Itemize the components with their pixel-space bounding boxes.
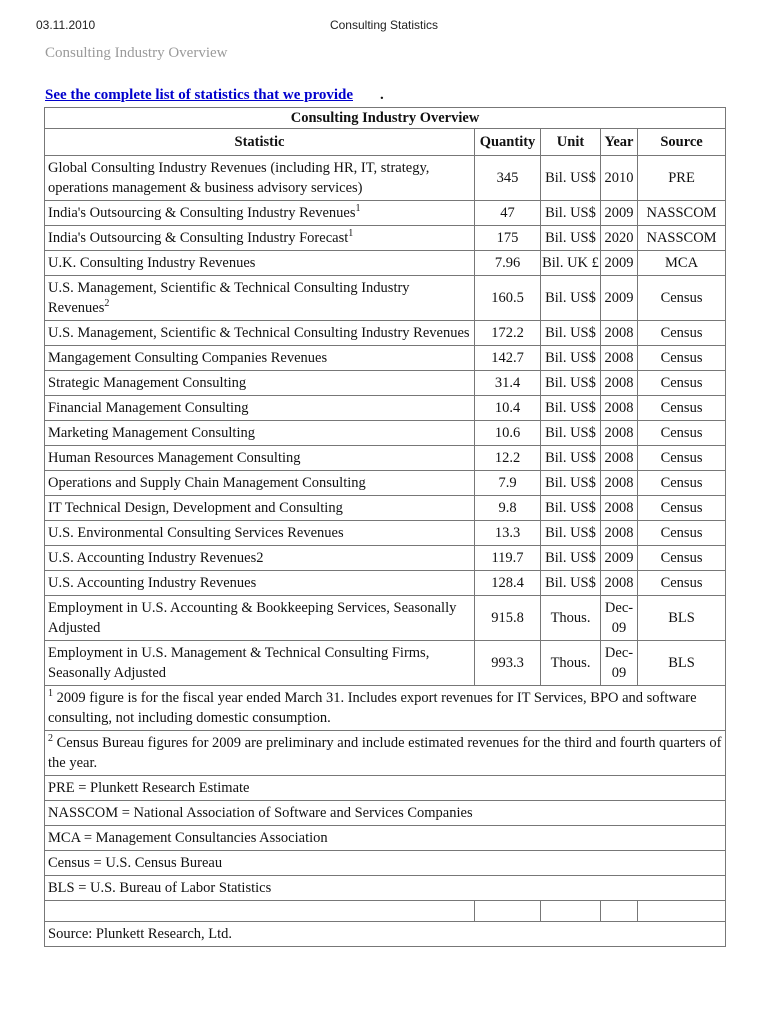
table-row — [45, 321, 726, 346]
footnote-text: NASSCOM = National Association of Software and Services Companies — [48, 805, 473, 821]
cell-source: NASSCOM — [638, 226, 726, 251]
table-row — [45, 251, 726, 276]
cell-year: 2008 — [601, 346, 638, 371]
footnote-marker: 1 — [348, 228, 354, 240]
link-period: . — [380, 87, 384, 103]
cell-source: Census — [638, 546, 726, 571]
cell-quantity: 10.4 — [475, 396, 541, 421]
footnote-text: MCA = Management Consultancies Association — [48, 830, 328, 846]
statistics-list-link[interactable]: See the complete list of statistics that we provide — [45, 87, 353, 103]
cell-year: 2020 — [601, 226, 638, 251]
cell-quantity: 119.7 — [475, 546, 541, 571]
footnote-cell — [45, 826, 726, 851]
cell-quantity: 345 — [475, 156, 541, 201]
cell-source: BLS — [638, 596, 726, 641]
cell-source: Census — [638, 276, 726, 321]
cell-quantity: 993.3 — [475, 641, 541, 686]
cell-unit: Bil. US$ — [541, 156, 601, 201]
footnote-row — [45, 686, 726, 731]
cell-quantity: 13.3 — [475, 521, 541, 546]
cell-unit: Thous. — [541, 596, 601, 641]
cell-unit: Bil. US$ — [541, 546, 601, 571]
cell-statistic — [45, 571, 475, 596]
cell-statistic — [45, 521, 475, 546]
page-subtitle: Consulting Industry Overview — [45, 45, 228, 61]
column-header-source: Source — [638, 129, 726, 156]
table-row — [45, 521, 726, 546]
cell-source: Census — [638, 421, 726, 446]
cell-source: Census — [638, 571, 726, 596]
column-header-unit: Unit — [541, 129, 601, 156]
source-cell: Source: Plunkett Research, Ltd. — [45, 922, 726, 947]
table-row — [45, 346, 726, 371]
footnote-row — [45, 801, 726, 826]
cell-statistic — [45, 251, 475, 276]
cell-source: Census — [638, 321, 726, 346]
cell-quantity: 128.4 — [475, 571, 541, 596]
cell-source: Census — [638, 396, 726, 421]
cell-year: Dec-09 — [601, 596, 638, 641]
footnote-text: Census Bureau figures for 2009 are preliminary and include estimated revenues for the third and fourth quarters of the year. — [48, 735, 722, 771]
footnote-row — [45, 876, 726, 901]
cell-unit: Bil. US$ — [541, 276, 601, 321]
cell-unit: Bil. US$ — [541, 496, 601, 521]
statistic-text: U.S. Accounting Industry Revenues — [48, 575, 257, 591]
cell-quantity: 7.9 — [475, 471, 541, 496]
footnote-number: 1 — [48, 688, 53, 700]
table-row — [45, 496, 726, 521]
cell-source: Census — [638, 371, 726, 396]
cell-quantity: 175 — [475, 226, 541, 251]
cell-statistic — [45, 321, 475, 346]
cell-unit: Thous. — [541, 641, 601, 686]
statistic-text: Strategic Management Consulting — [48, 375, 247, 391]
table-row — [45, 396, 726, 421]
cell-year: 2009 — [601, 546, 638, 571]
footnote-text: BLS = U.S. Bureau of Labor Statistics — [48, 880, 272, 896]
table-header-row — [45, 129, 726, 156]
footnote-cell — [45, 686, 726, 731]
cell-statistic — [45, 546, 475, 571]
cell-source: Census — [638, 446, 726, 471]
cell-unit: Bil. UK £ — [541, 251, 601, 276]
statistic-text: Global Consulting Industry Revenues (including HR, IT, strategy, operations management & business advisory services) — [48, 160, 430, 196]
cell-statistic — [45, 446, 475, 471]
table-row — [45, 641, 726, 686]
statistic-text: Employment in U.S. Accounting & Bookkeeping Services, Seasonally Adjusted — [48, 600, 457, 636]
cell-unit: Bil. US$ — [541, 471, 601, 496]
cell-year: 2009 — [601, 276, 638, 321]
table-row — [45, 421, 726, 446]
footnote-text: PRE = Plunkett Research Estimate — [48, 780, 250, 796]
cell-source: Census — [638, 346, 726, 371]
cell-statistic — [45, 226, 475, 251]
footnote-row — [45, 851, 726, 876]
table-row — [45, 446, 726, 471]
cell-statistic — [45, 276, 475, 321]
cell-year: 2008 — [601, 396, 638, 421]
footnote-row — [45, 731, 726, 776]
cell-quantity: 9.8 — [475, 496, 541, 521]
empty-cell — [601, 901, 638, 922]
statistic-text: U.S. Accounting Industry Revenues2 — [48, 550, 264, 566]
empty-cell — [45, 901, 475, 922]
cell-quantity: 10.6 — [475, 421, 541, 446]
cell-statistic — [45, 156, 475, 201]
cell-statistic — [45, 421, 475, 446]
table-row — [45, 596, 726, 641]
cell-year: 2008 — [601, 521, 638, 546]
cell-quantity: 915.8 — [475, 596, 541, 641]
cell-quantity: 172.2 — [475, 321, 541, 346]
statistic-text: Human Resources Management Consulting — [48, 450, 301, 466]
footnote-row — [45, 826, 726, 851]
table-caption: Consulting Industry Overview — [45, 108, 726, 129]
cell-unit: Bil. US$ — [541, 396, 601, 421]
cell-year: 2009 — [601, 201, 638, 226]
footnote-marker: 2 — [104, 298, 110, 310]
column-header-statistic: Statistic — [45, 129, 475, 156]
empty-cell — [638, 901, 726, 922]
footnote-number: 2 — [48, 733, 53, 745]
cell-unit: Bil. US$ — [541, 571, 601, 596]
cell-statistic — [45, 371, 475, 396]
footnote-cell — [45, 731, 726, 776]
cell-year: 2008 — [601, 421, 638, 446]
column-header-quantity: Quantity — [475, 129, 541, 156]
footnote-row — [45, 776, 726, 801]
cell-source: Census — [638, 496, 726, 521]
cell-unit: Bil. US$ — [541, 421, 601, 446]
cell-unit: Bil. US$ — [541, 226, 601, 251]
table-row — [45, 226, 726, 251]
column-header-year: Year — [601, 129, 638, 156]
cell-unit: Bil. US$ — [541, 321, 601, 346]
footnote-text: 2009 figure is for the fiscal year ended March 31. Includes export revenues for IT Services, BPO and software consulting, not including domestic consumption. — [48, 690, 697, 726]
print-date: 03.11.2010 — [36, 18, 96, 32]
cell-year: 2008 — [601, 371, 638, 396]
cell-statistic — [45, 201, 475, 226]
cell-year: 2008 — [601, 446, 638, 471]
cell-quantity: 31.4 — [475, 371, 541, 396]
statistic-text: IT Technical Design, Development and Consulting — [48, 500, 343, 516]
statistic-text: U.S. Environmental Consulting Services Revenues — [48, 525, 344, 541]
statistic-text: India's Outsourcing & Consulting Industry Forecast — [48, 230, 349, 246]
footnote-cell — [45, 851, 726, 876]
cell-source: PRE — [638, 156, 726, 201]
cell-statistic — [45, 496, 475, 521]
footnote-text: Census = U.S. Census Bureau — [48, 855, 223, 871]
cell-statistic — [45, 346, 475, 371]
cell-statistic — [45, 471, 475, 496]
statistic-text: Marketing Management Consulting — [48, 425, 255, 441]
cell-year: Dec-09 — [601, 641, 638, 686]
cell-source: MCA — [638, 251, 726, 276]
cell-unit: Bil. US$ — [541, 371, 601, 396]
footnote-marker: 1 — [355, 203, 361, 215]
consulting-statistics-table — [44, 107, 726, 947]
empty-cell — [475, 901, 541, 922]
statistic-text: Operations and Supply Chain Management Consulting — [48, 475, 366, 491]
table-row — [45, 471, 726, 496]
table-row — [45, 156, 726, 201]
table-row — [45, 546, 726, 571]
cell-year: 2010 — [601, 156, 638, 201]
table-row — [45, 201, 726, 226]
cell-year: 2008 — [601, 496, 638, 521]
cell-unit: Bil. US$ — [541, 201, 601, 226]
cell-statistic — [45, 596, 475, 641]
table-row — [45, 276, 726, 321]
cell-source: Census — [638, 521, 726, 546]
statistic-text: Employment in U.S. Management & Technical Consulting Firms, Seasonally Adjusted — [48, 645, 430, 681]
cell-quantity: 142.7 — [475, 346, 541, 371]
print-page-title: Consulting Statistics — [329, 18, 439, 32]
footnote-cell — [45, 876, 726, 901]
cell-unit: Bil. US$ — [541, 521, 601, 546]
statistic-text: Mangagement Consulting Companies Revenues — [48, 350, 328, 366]
footnote-cell — [45, 801, 726, 826]
cell-source: Census — [638, 471, 726, 496]
empty-cell — [541, 901, 601, 922]
cell-quantity: 160.5 — [475, 276, 541, 321]
cell-unit: Bil. US$ — [541, 346, 601, 371]
cell-source: BLS — [638, 641, 726, 686]
table-row — [45, 571, 726, 596]
empty-row — [45, 901, 726, 922]
cell-quantity: 12.2 — [475, 446, 541, 471]
footnote-cell — [45, 776, 726, 801]
table-row — [45, 371, 726, 396]
cell-quantity: 47 — [475, 201, 541, 226]
cell-statistic — [45, 396, 475, 421]
statistic-text: U.K. Consulting Industry Revenues — [48, 255, 256, 271]
statistic-text: U.S. Management, Scientific & Technical Consulting Industry Revenues — [48, 280, 410, 316]
statistic-text: India's Outsourcing & Consulting Industry Revenues — [48, 205, 356, 221]
statistic-text: U.S. Management, Scientific & Technical Consulting Industry Revenues — [48, 325, 470, 341]
cell-unit: Bil. US$ — [541, 446, 601, 471]
cell-year: 2008 — [601, 471, 638, 496]
cell-year: 2008 — [601, 571, 638, 596]
cell-source: NASSCOM — [638, 201, 726, 226]
cell-year: 2008 — [601, 321, 638, 346]
source-row — [45, 922, 726, 947]
statistic-text: Financial Management Consulting — [48, 400, 249, 416]
cell-statistic — [45, 641, 475, 686]
cell-quantity: 7.96 — [475, 251, 541, 276]
cell-year: 2009 — [601, 251, 638, 276]
